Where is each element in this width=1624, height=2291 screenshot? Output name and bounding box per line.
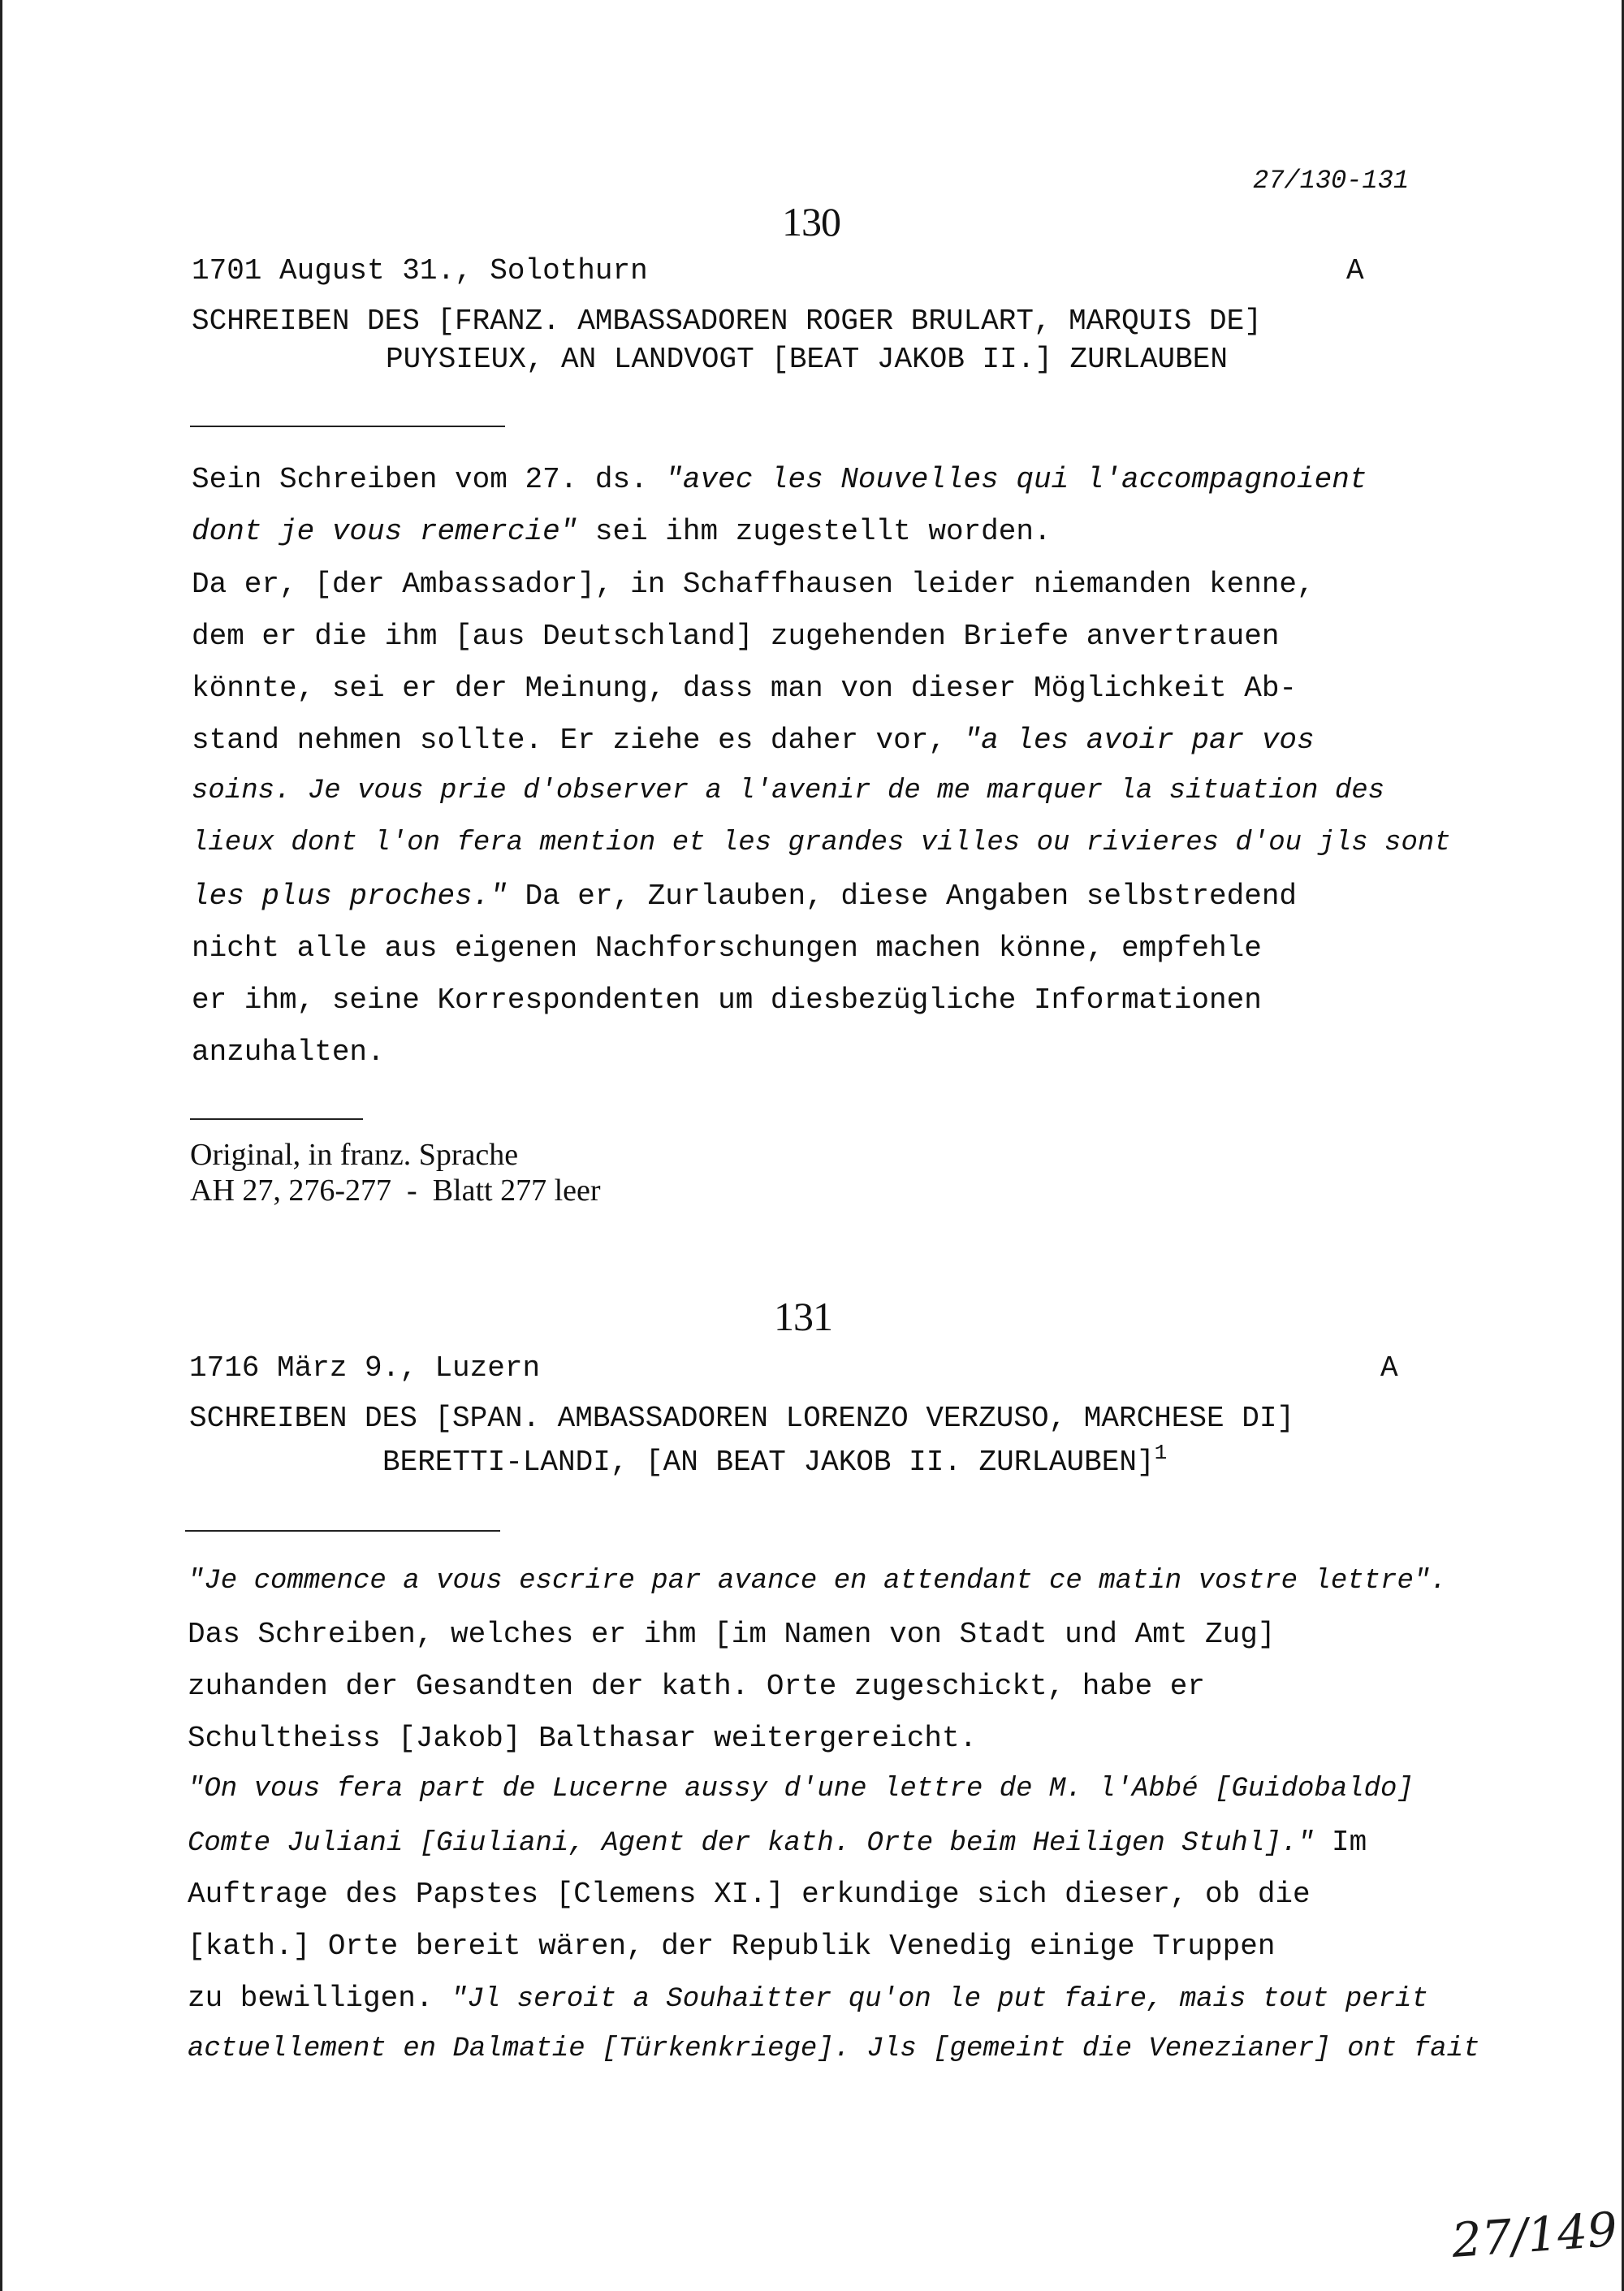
body-text: Sein Schreiben vom 27. ds.	[192, 463, 666, 496]
doc131-type: A	[1380, 1351, 1398, 1385]
doc130-source-line1: Original, in franz. Sprache	[190, 1138, 519, 1172]
body-text: zu bewilligen.	[188, 1982, 451, 2015]
doc130-title-line2: PUYSIEUX, AN LANDVOGT [BEAT JAKOB II.] ZURLAUBEN	[386, 343, 1228, 376]
doc130-source-line2: AH 27, 276-277 - Blatt 277 leer	[190, 1174, 601, 1208]
section-divider	[190, 426, 505, 427]
doc131-title-line1: SCHREIBEN DES [SPAN. AMBASSADOREN LORENZO VERZUSO, MARCHESE DI]	[189, 1402, 1295, 1435]
quote-text: les plus proches."	[192, 880, 508, 913]
title-text: BERETTI-LANDI, [AN BEAT JAKOB II. ZURLAUBEN]	[382, 1446, 1155, 1479]
section-divider	[185, 1530, 500, 1532]
doc131-body-line: [kath.] Orte bereit wären, der Republik Venedig einige Truppen	[188, 1930, 1276, 1963]
footnote-mark: 1	[1154, 1441, 1168, 1465]
doc130-type: A	[1346, 254, 1364, 287]
doc131-body-line	[188, 1982, 1428, 2015]
doc130-body-line: er ihm, seine Korrespondenten um diesbezügliche Informationen	[192, 983, 1262, 1017]
doc131-body-line	[188, 1826, 1367, 1859]
body-text: sei ihm zugestellt worden.	[577, 515, 1052, 548]
doc130-body-line: dem er die ihm [aus Deutschland] zugehenden Briefe anvertrauen	[192, 620, 1280, 653]
quote-text: "avec les Nouvelles qui l'accompagnoient	[665, 463, 1367, 496]
doc130-date-place: 1701 August 31., Solothurn	[192, 254, 648, 287]
doc130-body-line: anzuhalten.	[192, 1035, 385, 1069]
doc130-body-line: lieux dont l'on fera mention et les grandes villes ou rivieres d'ou jls sont	[192, 828, 1451, 858]
doc131-body-line: Auftrage des Papstes [Clemens XI.] erkundige sich dieser, ob die	[188, 1878, 1311, 1911]
doc130-body-line	[192, 515, 1052, 548]
body-text: Da er, Zurlauben, diese Angaben selbstredend	[507, 880, 1298, 913]
doc131-body-line: zuhanden der Gesandten der kath. Orte zugeschickt, habe er	[188, 1670, 1206, 1703]
doc131-body-line: Das Schreiben, welches er ihm [im Namen von Stadt und Amt Zug]	[188, 1618, 1276, 1651]
doc130-body-line: Da er, [der Ambassador], in Schaffhausen leider niemanden kenne,	[192, 568, 1315, 601]
doc130-body-line	[192, 880, 1297, 913]
document-number-130: 130	[782, 199, 840, 244]
doc130-body-line: könnte, sei er der Meinung, dass man von dieser Möglichkeit Ab-	[192, 672, 1298, 705]
doc130-body-line: nicht alle aus eigenen Nachforschungen machen könne, empfehle	[192, 932, 1262, 965]
doc131-title-line2	[382, 1441, 1167, 1479]
doc130-title-line1: SCHREIBEN DES [FRANZ. AMBASSADOREN ROGER BRULART, MARQUIS DE]	[192, 305, 1262, 338]
quote-text: "Jl seroit a Souhaitter qu'on le put faire, mais tout perit	[451, 1984, 1428, 2015]
source-divider	[190, 1118, 363, 1120]
doc131-body-line: actuellement en Dalmatie [Türkenkriege]. Jls [gemeint die Venezianer] ont fait	[188, 2034, 1480, 2064]
doc130-body-line	[192, 463, 1367, 496]
body-text: stand nehmen sollte. Er ziehe es daher vor,	[192, 724, 964, 757]
quote-text: dont je vous remercie"	[192, 515, 578, 548]
doc130-body-line: soins. Je vous prie d'observer a l'avenir de me marquer la situation des	[192, 776, 1385, 806]
doc131-body-line: "Je commence a vous escrire par avance en attendant ce matin vostre lettre".	[188, 1566, 1447, 1597]
doc131-date-place: 1716 März 9., Luzern	[189, 1351, 541, 1385]
page-reference: 27/130-131	[1253, 166, 1410, 196]
body-text: Im	[1314, 1826, 1367, 1859]
document-number-131: 131	[774, 1294, 832, 1339]
doc130-body-line	[192, 724, 1315, 757]
doc131-body-line: Schultheiss [Jakob] Balthasar weitergereicht.	[188, 1722, 978, 1755]
handwritten-page-note: 27/149	[1449, 2201, 1619, 2268]
quote-text: Comte Juliani [Giuliani, Agent der kath. Orte beim Heiligen Stuhl]."	[188, 1828, 1315, 1859]
quote-text: "a les avoir par vos	[963, 724, 1315, 757]
doc131-body-line: "On vous fera part de Lucerne aussy d'une lettre de M. l'Abbé [Guidobaldo]	[188, 1774, 1414, 1805]
